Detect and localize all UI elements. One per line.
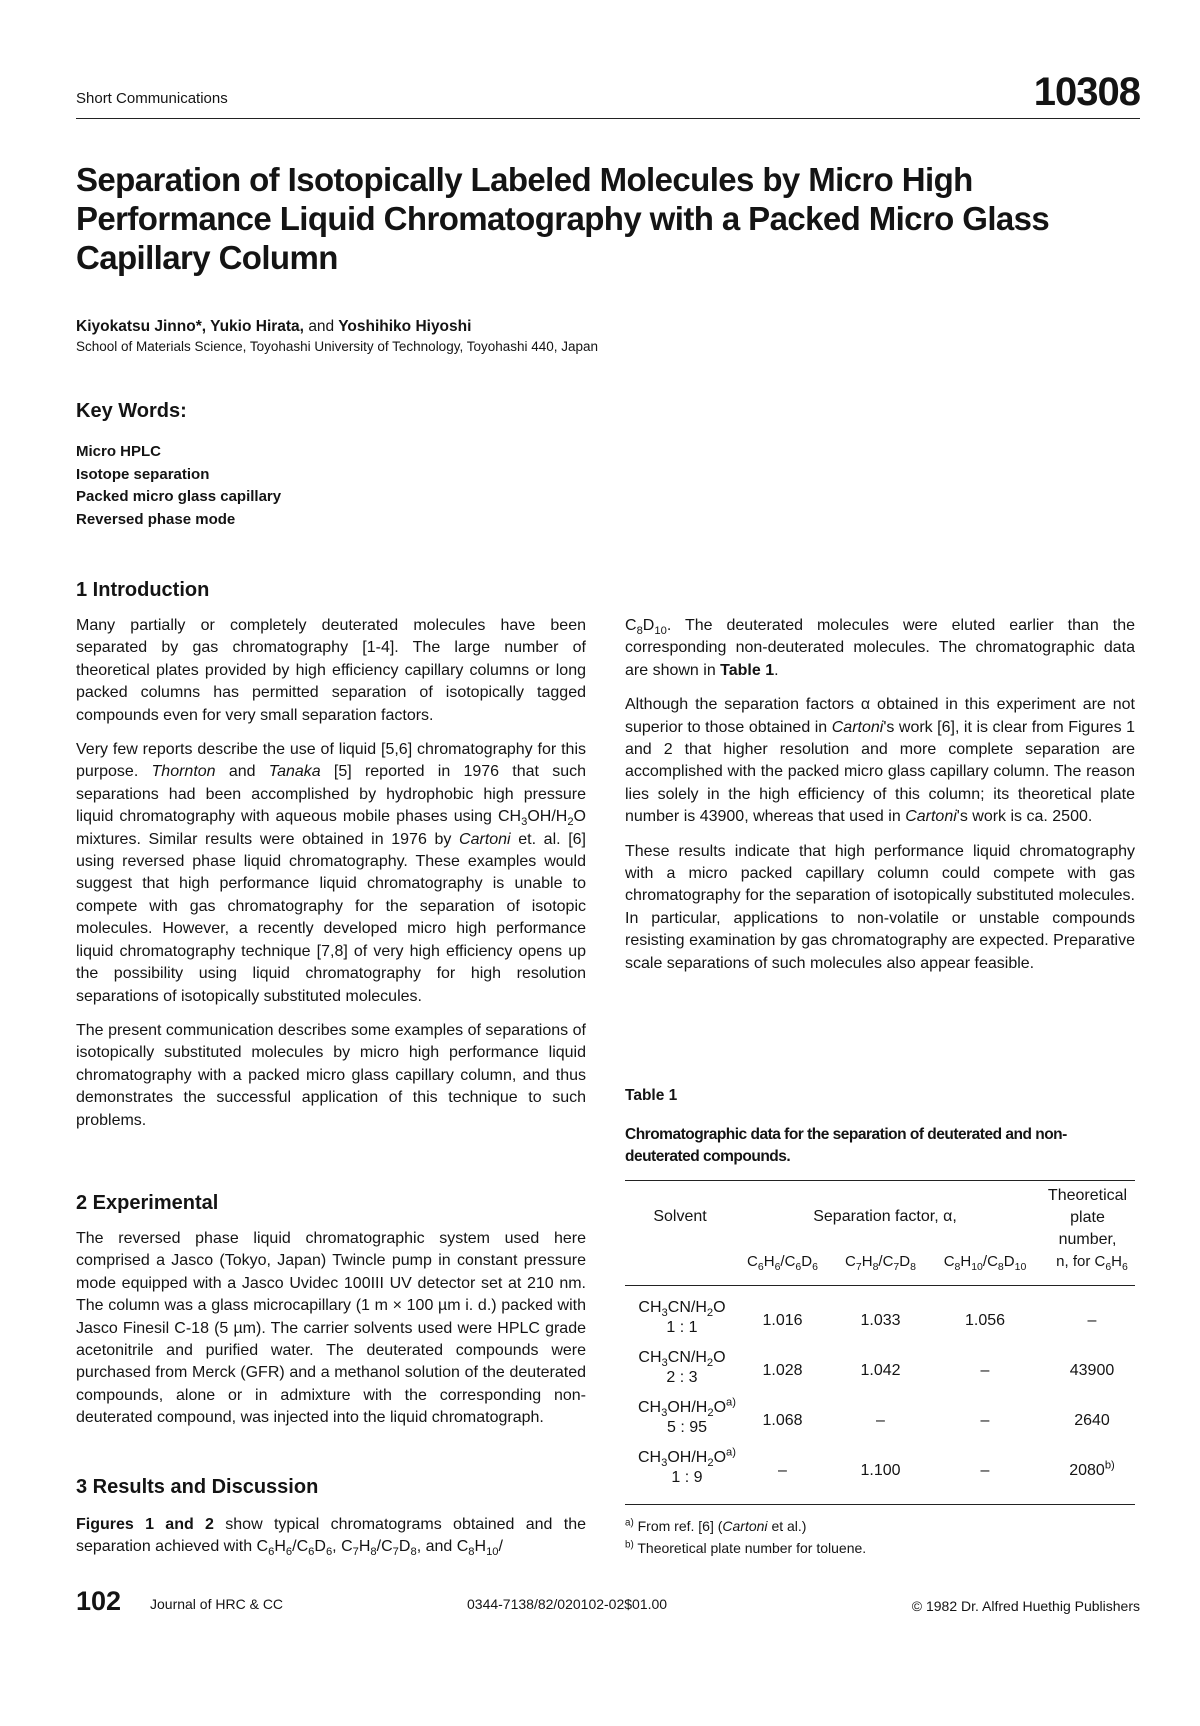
author-name: Kiyokatsu Jinno*, [76,318,207,335]
table-header-plate-number: Theoretical plate number, [1047,1187,1128,1248]
table-header-separation-factor: Separation factor, α, [813,1208,957,1225]
table-cell: – [876,1412,885,1429]
table-cell: 1.016 [762,1312,803,1329]
results-text-start [76,1514,586,1571]
table-cell-solvent: $CH_3OH/H_2O^{a)}$ 5 : 95 [638,1396,736,1436]
journal-name: Journal of HRC & CC [150,1596,284,1612]
paragraph: These results indicate that high performance liquid chromatography with a micro packed capillary column could compete with gas chromatography for the separation of isotopically substituted molecules. In particular, applications to non-volatile or unstable compounds resisting examination by gas chromatography are expected. Preparative scale separations of such molecules also appear feasible. [625,842,1135,972]
author-name: Yukio Hirata, [210,318,304,335]
table-header-rule [625,1285,1135,1286]
section-heading-experimental: 2 Experimental [76,1192,219,1214]
running-section-title: Short Communications [76,90,228,107]
paragraph: $C_8D_{10}$. The deuterated molecules were eluted earlier than the corresponding non-deuterated molecules. The chromatographic data are shown in Table 1. [625,617,1135,679]
table-cell: 1.042 [860,1362,901,1379]
table-label: Table 1 [625,1087,678,1104]
paragraph: Figures 1 and 2 show typical chromatograms obtained and the separation achieved with $C_6H_6/C_6D_6$, $C_7H_8/C_7D_8$, and $C_8H_{10}/$ [76,1516,587,1559]
paragraph: The reversed phase liquid chromatographic system used here comprised a Jasco (Tokyo, Japan) Twincle pump in constant pressure mode equipped with a Jasco Uvidec 100III UV detector set at 210 nm. The column was a glass microcapillary (1 m × 100 µm i. d.) packed with Jasco Finesil C-18 (5 µm). The carrier solvents used were HPLC grade acetonitrile and purified water. The deuterated compounds were purchased from Merck (GFR) and a methanol solution of the deuterated compounds, alone or in admixture with the corresponding non-deuterated compound, was injected into the liquid chromatograph. [76,1230,586,1427]
header-rule [76,118,1140,119]
copyright: © 1982 Dr. Alfred Huethig Publishers [911,1598,1140,1614]
right-column [625,615,1135,987]
keywords-list [76,441,281,531]
table-cell: 1.068 [762,1412,803,1429]
left-column [76,615,586,1144]
section-heading-introduction: 1 Introduction [76,579,210,601]
subheader-c8h10-c8d10: $C_8H_{10}/C_8D_{10}$ [943,1253,1027,1273]
paragraph: The present communication describes some examples of separations of isotopically substituted molecules by micro high performance liquid chromatography with a packed micro glass capillary column, and thus demonstrates the successful application of this technique to such problems. [76,1021,586,1129]
author-name: Yoshihiko Hiyoshi [338,318,472,335]
paragraph: Although the separation factors α obtained in this experiment are not superior to those obtained in Cartoni's work [6], it is clear from Figures 1 and 2 that higher resolution and more complete separation are accomplished with the packed micro glass capillary column. The reason lies solely in the high efficiency of this column; its theoretical plate number is 43900, whereas that used in Cartoni's work is ca. 2500. [625,696,1135,826]
issn-code: 0344-7138/82/020102-02$01.00 [467,1596,668,1612]
affiliation: School of Materials Science, Toyohashi University of Technology, Toyohashi 440, Japan [76,339,599,354]
table-footnote-a: $^{a)}$ From ref. [6] (Cartoni et al.) [625,1517,807,1534]
table-cell-solvent: $CH_3OH/H_2O^{a)}$ 1 : 9 [638,1446,736,1486]
table-cell: 1.100 [860,1462,901,1479]
table-cell: 2640 [1074,1412,1110,1429]
keywords-heading: Key Words: [76,400,187,422]
table-header-solvent: Solvent [653,1208,707,1225]
table-caption: Chromatographic data for the separation of deuterated and non-deuterated compounds. [625,1126,1067,1165]
paragraph: Many partially or completely deuterated molecules have been separated by gas chromatography [1-4]. The large number of theoretical plates provided by high efficiency capillary columns or long packed columns has permitted separation of isotopically tagged compounds even for very small separation factors. [76,617,586,724]
article-number: 10308 [1033,70,1140,114]
table-footnote-b: $^{b)}$ Theoretical plate number for toluene. [625,1539,867,1556]
subheader-c6h6-c6d6: $C_6H_6/C_6D_6$ [747,1253,818,1273]
table-cell: 2080$^{b)}$ [1069,1459,1115,1479]
table-cell: – [1087,1312,1097,1329]
author-conjunction: and [308,318,335,335]
paragraph: Very few reports describe the use of liquid [5,6] chromatography for this purpose. Thornton and Tanaka [5] reported in 1976 that such separations had been accomplished by hydrophobic high pressure liquid chromatography with aqueous mobile phases using $CH_3OH/H_2O$ mixtures. Similar results were obtained in 1976 by Cartoni et. al. [6] using reversed phase liquid chromatography. These examples would suggest that high performance liquid chromatography is unable to compete with gas chromatography for the separation of isotopic molecules. However, a recently developed micro high performance liquid chromatography technique [7,8] of very high efficiency opens up the possibility using liquid chromatography for high resolution separations of isotopically substituted molecules. [76,741,587,1005]
article-title: Separation of Isotopically Labeled Molecules by Micro High Performance Liquid Chromatography with a Packed Micro Glass Capillary Column [76,161,1050,276]
keyword-item: Isotope separation [76,465,210,483]
subheader-c7h8-c7d8: $C_7H_8/C_7D_8$ [845,1253,916,1273]
table-cell: – [980,1462,990,1479]
keyword-item: Micro HPLC [76,443,162,460]
table-top-rule [625,1180,1135,1181]
table-cell-solvent: $CH_3CN/H_2O$ 1 : 1 [638,1299,726,1336]
table-cell: 43900 [1069,1362,1115,1379]
subheader-n-c6h6: n, for $C_6H_6$ [1056,1253,1128,1273]
section-heading-results: 3 Results and Discussion [76,1476,319,1498]
table-cell-solvent: $CH_3CN/H_2O$ 2 : 3 [638,1349,726,1386]
table-cell: – [778,1462,787,1479]
keyword-item: Packed micro glass capillary [76,488,282,505]
table-cell: 1.033 [860,1312,901,1329]
table-cell: 1.028 [762,1362,803,1379]
author-list [76,318,471,336]
table-cell: – [980,1412,990,1429]
table-cell: 1.056 [964,1312,1006,1329]
table-bottom-rule [625,1504,1135,1505]
keyword-item: Reversed phase mode [76,510,236,528]
table-cell: – [980,1362,990,1379]
experimental-text [76,1228,586,1442]
page-number: 102 [76,1586,122,1616]
